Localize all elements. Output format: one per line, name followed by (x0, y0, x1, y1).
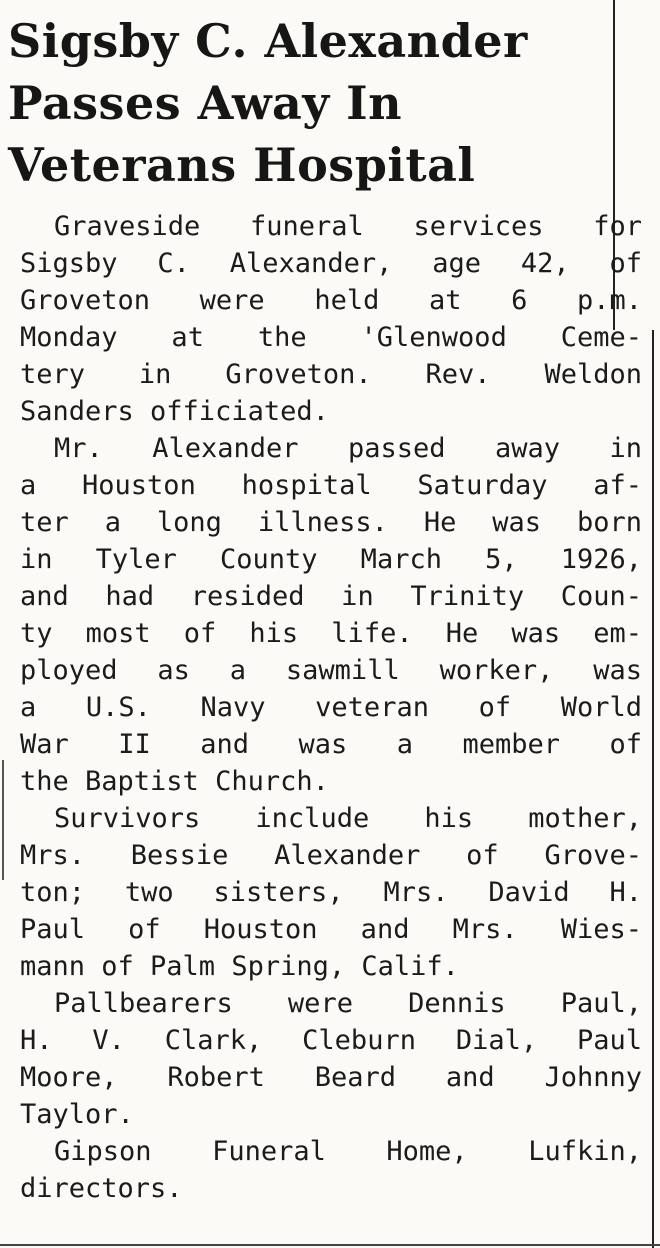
text-line: Taylor. (20, 1099, 134, 1130)
headline (8, 10, 608, 196)
text-line: H. V. Clark, Cleburn Dial, Paul (20, 1025, 642, 1056)
paragraph-survivors (20, 800, 642, 985)
text-line: Groveton were held at 6 p.m. (20, 285, 642, 316)
headline-line-1: Sigsby C. Alexander (8, 14, 528, 68)
text-line: Graveside funeral services for (54, 211, 642, 242)
text-line: Monday at the 'Glenwood Ceme- (20, 322, 642, 353)
text-line: Sanders officiated. (20, 396, 329, 427)
text-line: Pallbearers were Dennis Paul, (54, 988, 642, 1019)
text-line: mann of Palm Spring, Calif. (20, 951, 459, 982)
obituary-body (20, 208, 642, 1207)
column-rule-right (652, 330, 654, 1248)
text-line: Mrs. Bessie Alexander of Grove- (20, 840, 642, 871)
text-line: tery in Groveton. Rev. Weldon (20, 359, 642, 390)
text-line: Mr. Alexander passed away in (54, 433, 642, 464)
paragraph-services (20, 208, 642, 430)
paragraph-biography (20, 430, 642, 800)
headline-line-3: Veterans Hospital (8, 138, 476, 192)
text-line: ployed as a sawmill worker, was (20, 655, 642, 686)
text-line: ty most of his life. He was em- (20, 618, 642, 649)
text-line: War II and was a member of (20, 729, 642, 760)
text-line: a U.S. Navy veteran of World (20, 692, 642, 723)
text-line: ton; two sisters, Mrs. David H. (20, 877, 642, 908)
column-rule-left (2, 760, 4, 880)
headline-line-2: Passes Away In (8, 76, 403, 130)
text-line: ter a long illness. He was born (20, 507, 642, 538)
text-line: Gipson Funeral Home, Lufkin, (54, 1136, 642, 1167)
text-line: and had resided in Trinity Coun- (20, 581, 642, 612)
bottom-edge-rule (0, 1244, 660, 1246)
paragraph-directors (20, 1133, 642, 1207)
text-line: Survivors include his mother, (54, 803, 642, 834)
text-line: a Houston hospital Saturday af- (20, 470, 642, 501)
paragraph-pallbearers (20, 985, 642, 1133)
text-line: Moore, Robert Beard and Johnny (20, 1062, 642, 1093)
text-line: Paul of Houston and Mrs. Wies- (20, 914, 642, 945)
text-line: directors. (20, 1173, 183, 1204)
text-line: in Tyler County March 5, 1926, (20, 544, 642, 575)
text-line: the Baptist Church. (20, 766, 329, 797)
text-line: Sigsby C. Alexander, age 42, of (20, 248, 642, 279)
